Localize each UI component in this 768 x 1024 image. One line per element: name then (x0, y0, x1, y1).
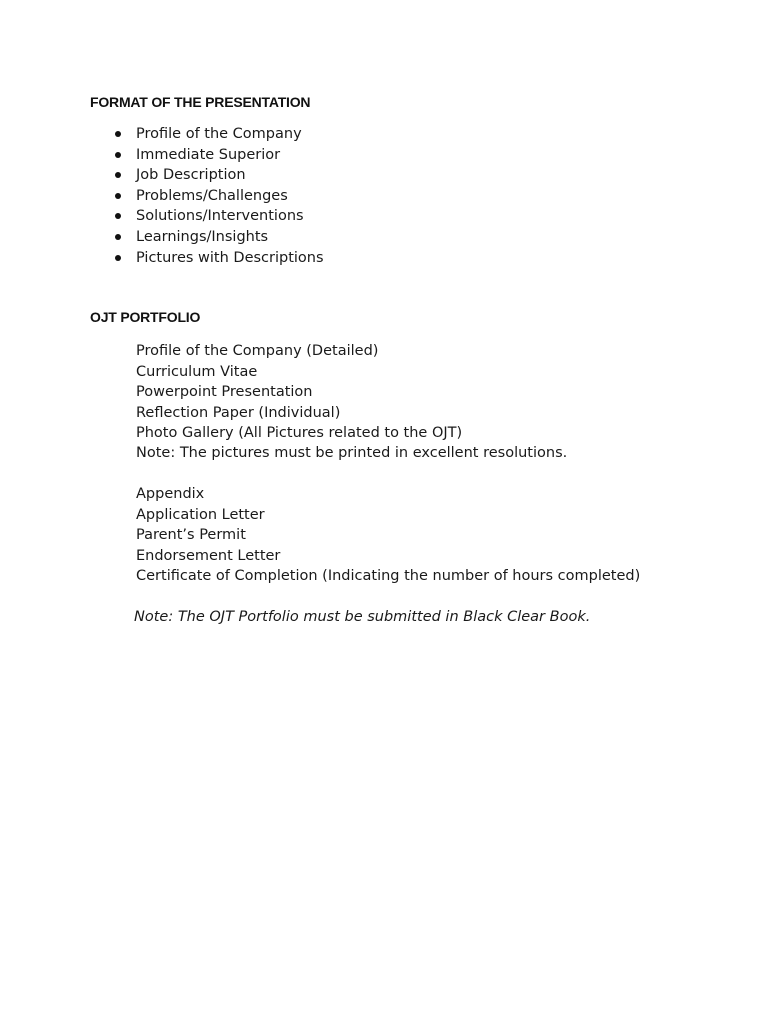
appendix-item: Parent’s Permit (136, 527, 246, 543)
list-item-text: Curriculum Vitae (136, 363, 258, 380)
list-item-text: Job Description (136, 167, 246, 184)
list-item-text: Reflection Paper (Individual) (136, 404, 341, 421)
appendix-title: Appendix (136, 486, 205, 502)
list-item-text: Profile of the Company (136, 126, 302, 142)
list-item-text: Profile of the Company (Detailed) (136, 343, 379, 359)
bullet-icon (115, 172, 121, 178)
list-item-text: Solutions/Interventions (136, 208, 304, 225)
bullet-icon (115, 213, 121, 219)
list-item-text: Learnings/Insights (136, 228, 269, 245)
list-item-text: Photo Gallery (All Pictures related to the OJT) (136, 425, 463, 442)
section-heading-format: FORMAT OF THE PRESENTATION (90, 94, 311, 110)
list-item-text: Immediate Superior (136, 146, 281, 163)
photo-resolution-note: Note: The pictures must be printed in excellent resolutions. (136, 445, 568, 461)
appendix-item: Application Letter (136, 507, 265, 523)
submission-note: Note: The OJT Portfolio must be submitted in Black Clear Book. (134, 609, 591, 625)
list-item-text: Powerpoint Presentation (136, 384, 313, 401)
list-item-text: Problems/Challenges (136, 187, 288, 204)
appendix-item: Endorsement Letter (136, 548, 281, 564)
bullet-icon (115, 193, 121, 199)
section-heading-portfolio: OJT PORTFOLIO (90, 309, 201, 325)
appendix-item: Certificate of Completion (Indicating the number of hours completed) (136, 568, 641, 584)
bullet-icon (115, 234, 121, 240)
bullet-icon (115, 152, 121, 158)
bullet-icon (115, 255, 121, 261)
list-item-text: Pictures with Descriptions (136, 249, 324, 266)
bullet-icon (115, 131, 121, 137)
